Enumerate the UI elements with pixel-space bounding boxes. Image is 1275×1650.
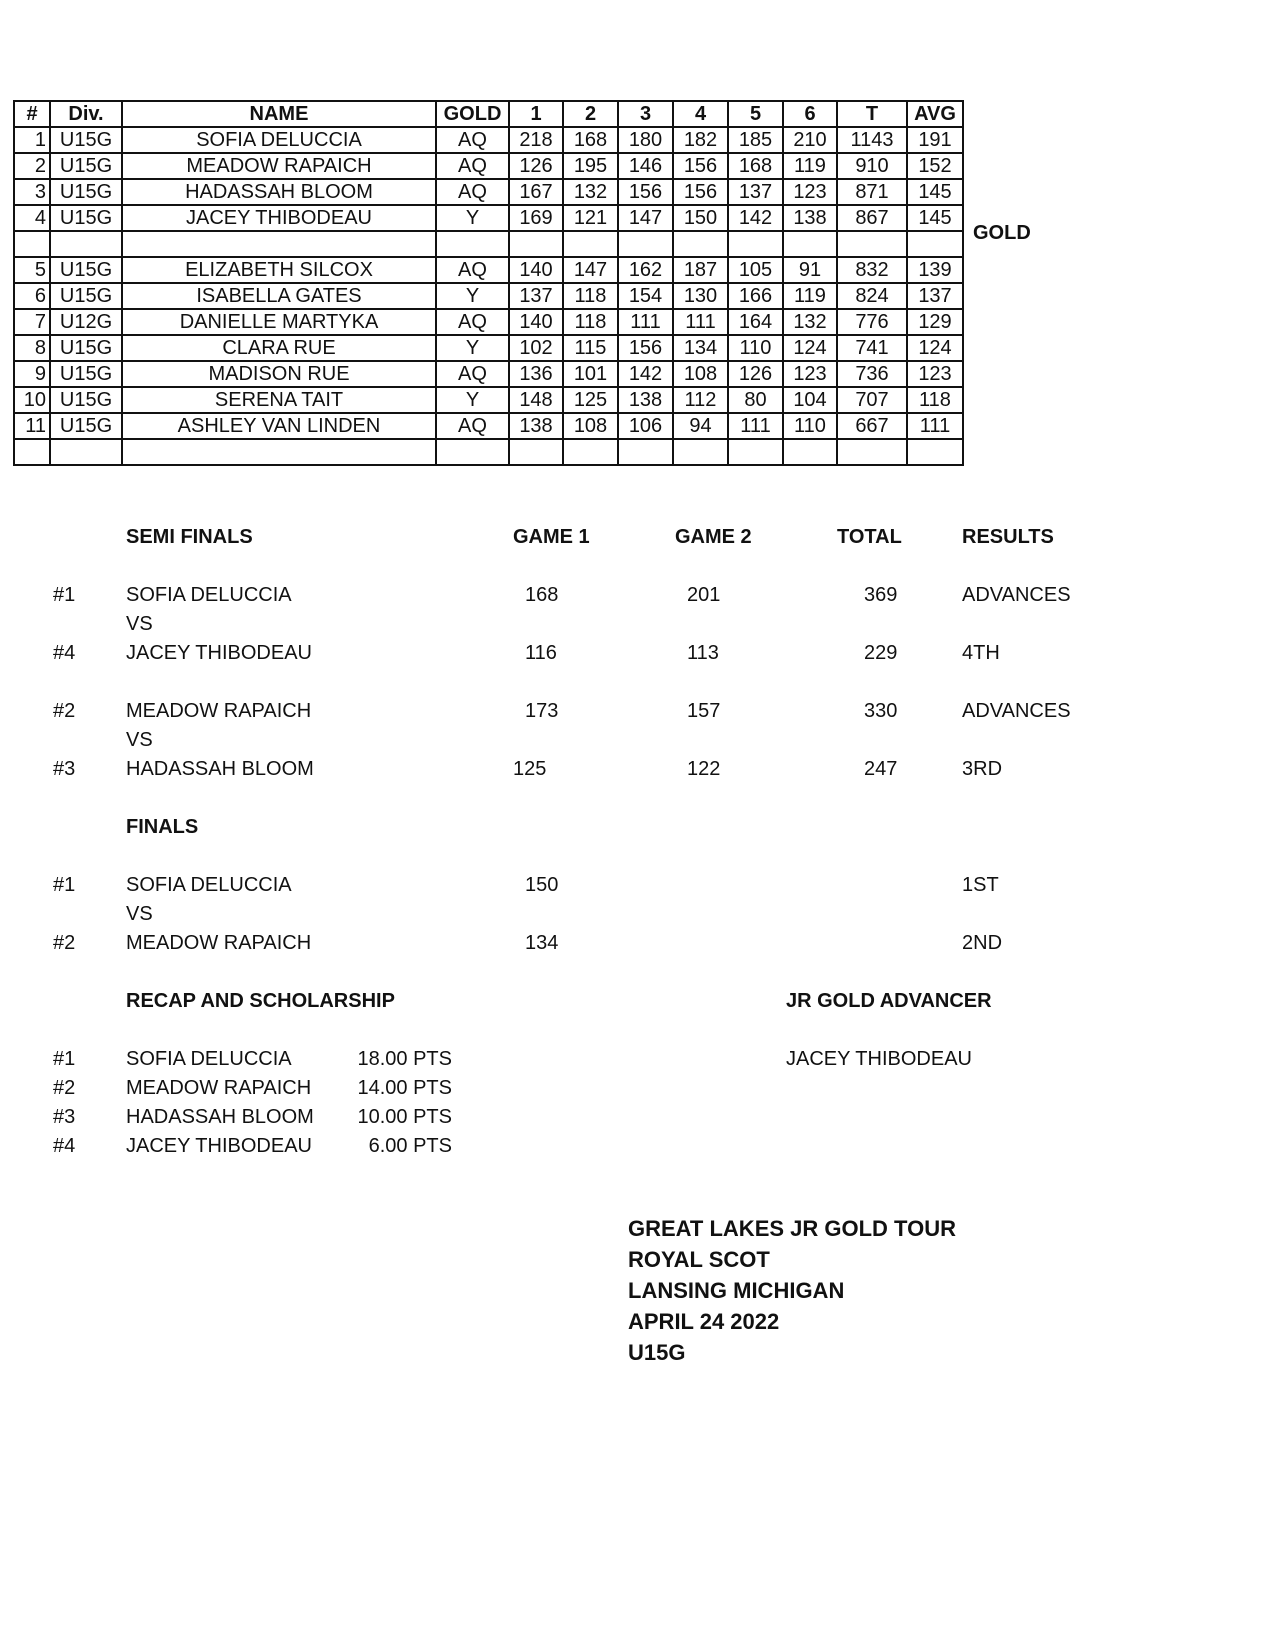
average-cell: 152	[907, 153, 963, 179]
recap-seed: #4	[53, 1135, 76, 1157]
header-cell: NAME	[122, 101, 436, 127]
table-row	[14, 205, 963, 231]
total-cell: 832	[837, 257, 907, 283]
game5-cell: 111	[728, 413, 783, 439]
name-cell	[122, 231, 436, 257]
game2-cell: 118	[563, 309, 618, 335]
division-cell: U12G	[50, 309, 122, 335]
semi1-a-name: SOFIA DELUCCIA	[126, 584, 292, 606]
game1-cell: 167	[509, 179, 563, 205]
semis-col-game1: GAME 1	[513, 526, 590, 548]
game1-cell: 169	[509, 205, 563, 231]
table-row	[14, 153, 963, 179]
total-cell: 824	[837, 283, 907, 309]
table-row	[14, 361, 963, 387]
game6-cell: 210	[783, 127, 837, 153]
gold-status-cell: AQ	[436, 153, 509, 179]
division-cell	[50, 439, 122, 465]
gold-status-cell: Y	[436, 335, 509, 361]
game4-cell: 150	[673, 205, 728, 231]
game5-cell: 137	[728, 179, 783, 205]
division-cell: U15G	[50, 361, 122, 387]
recap-seed: #1	[53, 1048, 76, 1070]
table-row	[14, 283, 963, 309]
division-cell: U15G	[50, 153, 122, 179]
semi2-a-result: ADVANCES	[962, 700, 1071, 722]
game6-cell: 119	[783, 153, 837, 179]
game1-cell	[509, 439, 563, 465]
recap-seed: #2	[53, 1077, 76, 1099]
game6-cell: 104	[783, 387, 837, 413]
division-cell: U15G	[50, 283, 122, 309]
header-cell: 3	[618, 101, 673, 127]
game3-cell: 180	[618, 127, 673, 153]
game2-cell	[563, 231, 618, 257]
game6-cell: 110	[783, 413, 837, 439]
total-cell	[837, 231, 907, 257]
header-cell: Div.	[50, 101, 122, 127]
division-cell: U15G	[50, 335, 122, 361]
event-info	[628, 1213, 956, 1368]
game2-cell: 125	[563, 387, 618, 413]
recap-name: JACEY THIBODEAU	[126, 1135, 312, 1157]
average-cell: 191	[907, 127, 963, 153]
name-cell: MEADOW RAPAICH	[122, 153, 436, 179]
table-row	[14, 335, 963, 361]
total-cell: 776	[837, 309, 907, 335]
rank-cell	[14, 231, 50, 257]
game5-cell: 166	[728, 283, 783, 309]
game5-cell: 105	[728, 257, 783, 283]
total-cell: 867	[837, 205, 907, 231]
average-cell	[907, 439, 963, 465]
game5-cell: 185	[728, 127, 783, 153]
total-cell: 741	[837, 335, 907, 361]
gold-status-cell: Y	[436, 387, 509, 413]
gold-status-cell: Y	[436, 205, 509, 231]
game4-cell: 130	[673, 283, 728, 309]
total-cell: 1143	[837, 127, 907, 153]
rank-cell	[14, 439, 50, 465]
game4-cell	[673, 439, 728, 465]
game2-cell: 118	[563, 283, 618, 309]
semi2-b-name: HADASSAH BLOOM	[126, 758, 314, 780]
game1-cell: 126	[509, 153, 563, 179]
semi1-b-name: JACEY THIBODEAU	[126, 642, 312, 664]
division-cell: U15G	[50, 205, 122, 231]
gold-status-cell	[436, 439, 509, 465]
game4-cell: 111	[673, 309, 728, 335]
recap-points: 14.00 PTS	[357, 1077, 452, 1099]
gold-status-cell: AQ	[436, 179, 509, 205]
final-a-name: SOFIA DELUCCIA	[126, 874, 292, 896]
total-cell: 707	[837, 387, 907, 413]
recap-name: HADASSAH BLOOM	[126, 1106, 314, 1128]
gold-status-cell	[436, 231, 509, 257]
final-a-result: 1ST	[962, 874, 999, 896]
name-cell: SERENA TAIT	[122, 387, 436, 413]
semi2-a-seed: #2	[53, 700, 76, 722]
game1-cell: 136	[509, 361, 563, 387]
gold-status-cell: AQ	[436, 127, 509, 153]
name-cell: ASHLEY VAN LINDEN	[122, 413, 436, 439]
average-cell: 129	[907, 309, 963, 335]
game3-cell: 138	[618, 387, 673, 413]
game4-cell: 108	[673, 361, 728, 387]
name-cell: HADASSAH BLOOM	[122, 179, 436, 205]
division-cell: U15G	[50, 127, 122, 153]
name-cell: SOFIA DELUCCIA	[122, 127, 436, 153]
game2-cell: 121	[563, 205, 618, 231]
semi2-a-total: 330	[864, 700, 898, 722]
name-cell: ISABELLA GATES	[122, 283, 436, 309]
semi1-a-result: ADVANCES	[962, 584, 1071, 606]
game3-cell: 156	[618, 335, 673, 361]
game6-cell: 91	[783, 257, 837, 283]
average-cell: 118	[907, 387, 963, 413]
table-row	[14, 413, 963, 439]
semi1-a-total: 369	[864, 584, 898, 606]
final-vs: VS	[126, 903, 153, 925]
average-cell: 145	[907, 179, 963, 205]
game2-cell: 147	[563, 257, 618, 283]
game3-cell	[618, 231, 673, 257]
table-row	[14, 231, 963, 257]
rank-cell: 6	[14, 283, 50, 309]
rank-cell: 2	[14, 153, 50, 179]
rank-cell: 8	[14, 335, 50, 361]
semi1-b-game1: 116	[525, 642, 557, 664]
division-cell: U15G	[50, 179, 122, 205]
header-cell: #	[14, 101, 50, 127]
final-a-game1: 150	[525, 874, 559, 896]
game6-cell: 138	[783, 205, 837, 231]
rank-cell: 7	[14, 309, 50, 335]
game3-cell: 142	[618, 361, 673, 387]
game2-cell: 132	[563, 179, 618, 205]
header-cell: 5	[728, 101, 783, 127]
game1-cell: 148	[509, 387, 563, 413]
rank-cell: 5	[14, 257, 50, 283]
average-cell: 145	[907, 205, 963, 231]
qualifying-table	[13, 100, 964, 466]
game2-cell: 108	[563, 413, 618, 439]
average-cell: 124	[907, 335, 963, 361]
gold-status-cell: AQ	[436, 413, 509, 439]
header-cell: GOLD	[436, 101, 509, 127]
recap-title: RECAP AND SCHOLARSHIP	[126, 990, 395, 1012]
game1-cell: 137	[509, 283, 563, 309]
semi2-a-name: MEADOW RAPAICH	[126, 700, 312, 722]
recap-seed: #3	[53, 1106, 76, 1128]
semi1-b-game2: 113	[687, 642, 719, 664]
division-cell: U15G	[50, 387, 122, 413]
total-cell: 871	[837, 179, 907, 205]
game3-cell: 111	[618, 309, 673, 335]
name-cell: CLARA RUE	[122, 335, 436, 361]
game3-cell: 156	[618, 179, 673, 205]
game4-cell: 134	[673, 335, 728, 361]
semi2-b-result: 3RD	[962, 758, 1003, 780]
final-a-seed: #1	[53, 874, 76, 896]
game2-cell: 115	[563, 335, 618, 361]
recap-points: 18.00 PTS	[357, 1048, 452, 1070]
game3-cell: 162	[618, 257, 673, 283]
semi1-a-game1: 168	[525, 584, 559, 606]
table-row	[14, 257, 963, 283]
rank-cell: 4	[14, 205, 50, 231]
header-cell: T	[837, 101, 907, 127]
game6-cell	[783, 439, 837, 465]
header-cell: AVG	[907, 101, 963, 127]
game6-cell: 123	[783, 361, 837, 387]
semi1-a-seed: #1	[53, 584, 76, 606]
game5-cell	[728, 231, 783, 257]
semi2-a-game2: 157	[687, 700, 721, 722]
semi2-vs: VS	[126, 729, 153, 751]
event-division: U15G	[628, 1340, 686, 1365]
name-cell: JACEY THIBODEAU	[122, 205, 436, 231]
game3-cell: 106	[618, 413, 673, 439]
gold-note: GOLD	[973, 222, 1031, 244]
game3-cell: 146	[618, 153, 673, 179]
event-date: APRIL 24 2022	[628, 1309, 780, 1334]
advancer-title: JR GOLD ADVANCER	[786, 990, 992, 1012]
game2-cell: 101	[563, 361, 618, 387]
semi2-b-seed: #3	[53, 758, 76, 780]
table-row	[14, 179, 963, 205]
semi2-b-total: 247	[864, 758, 898, 780]
event-location: LANSING MICHIGAN	[628, 1278, 845, 1303]
game5-cell: 110	[728, 335, 783, 361]
advancer-name: JACEY THIBODEAU	[786, 1048, 972, 1070]
game4-cell: 156	[673, 179, 728, 205]
gold-status-cell: AQ	[436, 257, 509, 283]
recap-points: 10.00 PTS	[357, 1106, 452, 1128]
rank-cell: 9	[14, 361, 50, 387]
division-cell	[50, 231, 122, 257]
semi1-a-game2: 201	[687, 584, 721, 606]
recap-name: SOFIA DELUCCIA	[126, 1048, 292, 1070]
rank-cell: 3	[14, 179, 50, 205]
game3-cell	[618, 439, 673, 465]
rank-cell: 1	[14, 127, 50, 153]
total-cell: 910	[837, 153, 907, 179]
game5-cell: 142	[728, 205, 783, 231]
semi1-b-result: 4TH	[962, 642, 1000, 664]
rank-cell: 11	[14, 413, 50, 439]
game1-cell: 218	[509, 127, 563, 153]
game4-cell: 182	[673, 127, 728, 153]
semis-title: SEMI FINALS	[126, 526, 253, 548]
game6-cell: 119	[783, 283, 837, 309]
total-cell: 667	[837, 413, 907, 439]
average-cell	[907, 231, 963, 257]
finals-title: FINALS	[126, 816, 199, 838]
table-header-row	[14, 101, 963, 127]
game5-cell	[728, 439, 783, 465]
division-cell: U15G	[50, 413, 122, 439]
semi1-b-total: 229	[864, 642, 898, 664]
final-b-game1: 134	[525, 932, 559, 954]
semis-col-total: TOTAL	[837, 526, 902, 548]
name-cell: ELIZABETH SILCOX	[122, 257, 436, 283]
division-cell: U15G	[50, 257, 122, 283]
gold-status-cell: Y	[436, 283, 509, 309]
header-cell: 2	[563, 101, 618, 127]
total-cell: 736	[837, 361, 907, 387]
game5-cell: 164	[728, 309, 783, 335]
game1-cell: 140	[509, 309, 563, 335]
game4-cell: 156	[673, 153, 728, 179]
game6-cell	[783, 231, 837, 257]
name-cell: MADISON RUE	[122, 361, 436, 387]
header-cell: 6	[783, 101, 837, 127]
game1-cell: 138	[509, 413, 563, 439]
semi2-a-game1: 173	[525, 700, 559, 722]
semis-col-results: RESULTS	[962, 526, 1054, 548]
average-cell: 137	[907, 283, 963, 309]
game1-cell: 102	[509, 335, 563, 361]
game2-cell: 168	[563, 127, 618, 153]
game1-cell: 140	[509, 257, 563, 283]
game6-cell: 123	[783, 179, 837, 205]
game5-cell: 168	[728, 153, 783, 179]
final-b-seed: #2	[53, 932, 76, 954]
final-b-name: MEADOW RAPAICH	[126, 932, 312, 954]
event-venue: ROYAL SCOT	[628, 1247, 770, 1272]
game3-cell: 147	[618, 205, 673, 231]
game5-cell: 126	[728, 361, 783, 387]
semi2-b-game1: 125	[513, 758, 547, 780]
table-row	[14, 387, 963, 413]
table-row	[14, 439, 963, 465]
recap-name: MEADOW RAPAICH	[126, 1077, 312, 1099]
average-cell: 123	[907, 361, 963, 387]
game4-cell: 112	[673, 387, 728, 413]
semi1-b-seed: #4	[53, 642, 76, 664]
table-row	[14, 127, 963, 153]
total-cell	[837, 439, 907, 465]
game5-cell: 80	[728, 387, 783, 413]
game4-cell: 94	[673, 413, 728, 439]
semi2-b-game2: 122	[687, 758, 721, 780]
name-cell	[122, 439, 436, 465]
game3-cell: 154	[618, 283, 673, 309]
game2-cell	[563, 439, 618, 465]
table-row	[14, 309, 963, 335]
game6-cell: 124	[783, 335, 837, 361]
semis-col-game2: GAME 2	[675, 526, 752, 548]
header-cell: 1	[509, 101, 563, 127]
recap-points: 6.00 PTS	[368, 1135, 452, 1157]
average-cell: 111	[907, 413, 963, 439]
game6-cell: 132	[783, 309, 837, 335]
average-cell: 139	[907, 257, 963, 283]
semi1-vs: VS	[126, 613, 153, 635]
gold-status-cell: AQ	[436, 309, 509, 335]
game1-cell	[509, 231, 563, 257]
game4-cell	[673, 231, 728, 257]
game4-cell: 187	[673, 257, 728, 283]
final-b-result: 2ND	[962, 932, 1003, 954]
header-cell: 4	[673, 101, 728, 127]
game2-cell: 195	[563, 153, 618, 179]
gold-status-cell: AQ	[436, 361, 509, 387]
rank-cell: 10	[14, 387, 50, 413]
event-tour: GREAT LAKES JR GOLD TOUR	[628, 1216, 956, 1241]
name-cell: DANIELLE MARTYKA	[122, 309, 436, 335]
